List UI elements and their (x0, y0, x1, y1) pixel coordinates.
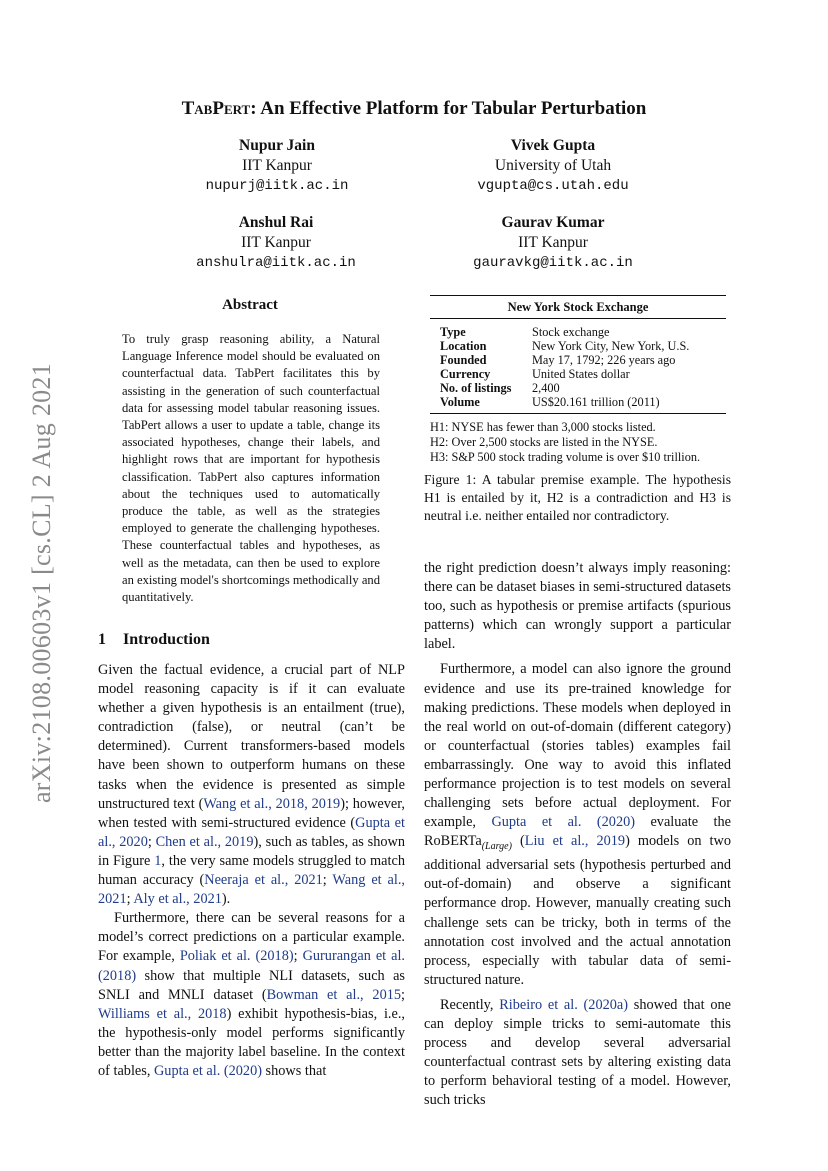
text-run: Furthermore, a model can also ignore the ground evidence and use its pre-trained knowledge for making predictions. These models when deployed in the real world on out-of-domain (different category) or counterfactual (stories tables) examples fail embarrassingly. One way to avoid this inflated performance projection is to test models on several challenging sets before actual deployment. For example, (424, 661, 731, 831)
citation-link[interactable]: Chen et al., 2019 (155, 833, 254, 850)
table-row (430, 319, 726, 339)
intro-paragraph: the right prediction doesn’t always imply reasoning: there can be dataset biases in semi-structured datasets too, such as hypothesis or premise artifacts (spurious patterns) which can wrongly support a particular label. (424, 560, 731, 653)
author-email[interactable]: nupurj@iitk.ac.in (205, 178, 349, 194)
row-key: No. of listings (440, 381, 512, 395)
text-run: ) models on two additional adversarial sets (hypothesis perturbed and out-of-domain) and observe a significant performance drop. However, manually creating such challenge sets can be tricky, both in terms of the annotation cost involved and the actual annotation process, especially with tabular data of semi-structured nature. (424, 833, 731, 988)
abstract-heading: Abstract (222, 297, 278, 313)
author-name: Gaurav Kumar (501, 214, 605, 231)
text-run: Recently, (440, 996, 500, 1013)
citation-link[interactable]: Ribeiro et al. (2020a) (499, 996, 629, 1013)
citation-link[interactable]: Gupta et al. (2020) (153, 1062, 262, 1079)
text-run: ; (126, 891, 134, 908)
table-row (430, 353, 726, 367)
hypothesis: H3: S&P 500 stock trading volume is over $10 trillion. (430, 450, 701, 464)
row-key: Location (440, 339, 487, 353)
row-key: Volume (430, 395, 522, 414)
citation-link[interactable]: Gururangan et al. (2018) (98, 948, 406, 984)
hypotheses-list (430, 420, 726, 465)
citation-link[interactable]: Williams et al., 2018 (98, 1005, 227, 1022)
text-run: ; (401, 986, 405, 1003)
left-column (98, 661, 405, 1081)
text-run: ). (221, 891, 231, 908)
author-affiliation: IIT Kanpur (242, 157, 312, 174)
row-value: Stock exchange (532, 325, 610, 339)
text-run: ( (511, 833, 525, 850)
author-block (403, 213, 703, 273)
text-run: evaluate the RoBERTa (424, 814, 731, 850)
citation-link[interactable]: Gupta et al. (2020) (491, 814, 636, 831)
author-name: Anshul Rai (238, 214, 314, 231)
author-block (127, 136, 427, 196)
author-affiliation: IIT Kanpur (241, 234, 311, 251)
table-title: New York Stock Exchange (430, 295, 726, 319)
text-run: Furthermore, there can be several reasons for a model’s correct predictions on a particular example. For example, (98, 910, 405, 965)
model-size-subscript: (Large) (481, 841, 512, 853)
row-value: May 17, 1792; 226 years ago (532, 353, 676, 367)
row-key: Founded (440, 353, 487, 367)
author-affiliation: University of Utah (494, 157, 612, 174)
intro-paragraph (98, 661, 405, 909)
text-run: ) exhibit hypothesis-bias, i.e., the hypothesis-only model performs significantly better than the majority label baseline. In the context of tables, (98, 1005, 405, 1079)
premise-table (430, 295, 726, 414)
title-system-name: TabPert (181, 98, 251, 119)
text-run: shows that (261, 1062, 327, 1079)
arxiv-stamp (22, 362, 62, 804)
table-row (430, 395, 726, 414)
text-run: showed that one can deploy simple tricks to semi-automate this process and develop several adversarial counterfactual contrast sets by altering existing data to perform behavioral testing of a model. However, such tricks (424, 996, 732, 1109)
author-email[interactable]: vgupta@cs.utah.edu (477, 178, 629, 194)
author-block (126, 213, 426, 273)
section-title: Introduction (123, 631, 210, 648)
text-run: ; (147, 833, 156, 850)
citation-link[interactable]: Wang et al., 2021 (98, 872, 405, 908)
citation-link[interactable]: Poliak et al. (2018) (179, 948, 294, 965)
hypothesis: H2: Over 2,500 stocks are listed in the NYSE. (430, 435, 658, 449)
text-run: show that multiple NLI datasets, such as SNLI and MNLI dataset ( (98, 967, 405, 1003)
citation-link[interactable]: Gupta et al., 2020 (98, 814, 405, 850)
row-value: New York City, New York, U.S. (532, 339, 690, 353)
text-run: ; (293, 948, 303, 965)
intro-paragraph (424, 660, 731, 989)
row-value: US$20.161 trillion (2011) (522, 395, 726, 414)
author-name: Nupur Jain (239, 137, 315, 154)
text-run: Given the factual evidence, a crucial part of NLP model reasoning capacity is if it can evaluate whether a given hypothesis is an entailment (true), contradiction (false), or neutral (can’t be determined). Current transformers-based models have been shown to outperform humans on these tasks when the evidence is presented as simple unstructured text ( (98, 662, 405, 812)
right-column (424, 559, 731, 1110)
row-value: United States dollar (532, 367, 630, 381)
paper-title (90, 98, 738, 120)
text-run: ); however, when tested with semi-structured evidence ( (98, 795, 405, 831)
table-row (430, 339, 726, 353)
text-run: ; (322, 872, 333, 889)
intro-paragraph (424, 996, 731, 1111)
author-email[interactable]: anshulra@iitk.ac.in (196, 255, 356, 271)
figure-caption: Figure 1: A tabular premise example. The hypothesis H1 is entailed by it, H2 is a contradiction and H3 is neutral i.e. neither entailed nor contradictory. (424, 472, 731, 523)
section-heading (98, 631, 210, 649)
hypothesis: H1: NYSE has fewer than 3,000 stocks listed. (430, 420, 656, 434)
citation-link[interactable]: Liu et al., 2019 (524, 833, 626, 850)
text-run: , the very same models struggled to match human accuracy ( (98, 852, 405, 889)
table-row (430, 381, 726, 395)
citation-link[interactable]: Wang et al., 2018, 2019 (203, 795, 341, 812)
figure-1 (430, 295, 726, 465)
section-number: 1 (98, 631, 106, 648)
citation-link[interactable]: Bowman et al., 2015 (266, 986, 402, 1003)
citation-link[interactable]: Aly et al., 2021 (133, 891, 222, 908)
arxiv-id: arXiv:2108.00603v1 [cs.CL] 2 Aug 2021 (27, 362, 56, 804)
row-key: Currency (440, 367, 491, 381)
title-rest: : An Effective Platform for Tabular Perturbation (250, 98, 647, 119)
citation-link[interactable]: Neeraja et al., 2021 (204, 872, 323, 889)
row-key: Type (440, 325, 466, 339)
author-name: Vivek Gupta (510, 137, 596, 154)
text-run: ), such as tables, as shown in Figure (98, 833, 405, 869)
table-row (430, 367, 726, 381)
row-value: 2,400 (532, 381, 560, 395)
author-affiliation: IIT Kanpur (518, 234, 588, 251)
author-block (403, 136, 703, 196)
figure-ref-link[interactable]: 1 (154, 852, 162, 869)
author-email[interactable]: gauravkg@iitk.ac.in (473, 255, 633, 271)
abstract-body: To truly grasp reasoning ability, a Natural Language Inference model should be evaluated on counterfactual data. TabPert facilitates this by assisting in the generation of such counterfactual data for assessing model tabular reasoning issues. TabPert allows a user to update a table, change its associated hypotheses, change their labels, and highlight rows that are important for hypothesis classification. TabPert also captures information about the techniques used to automatically produce the table, as well as the strategies employed to generate the challenging hypotheses. These counterfactual tables and hypotheses, as well as the metadata, can then be used to explore an existing model's shortcomings methodically and quantitatively. (122, 332, 380, 605)
intro-paragraph (98, 909, 405, 1081)
